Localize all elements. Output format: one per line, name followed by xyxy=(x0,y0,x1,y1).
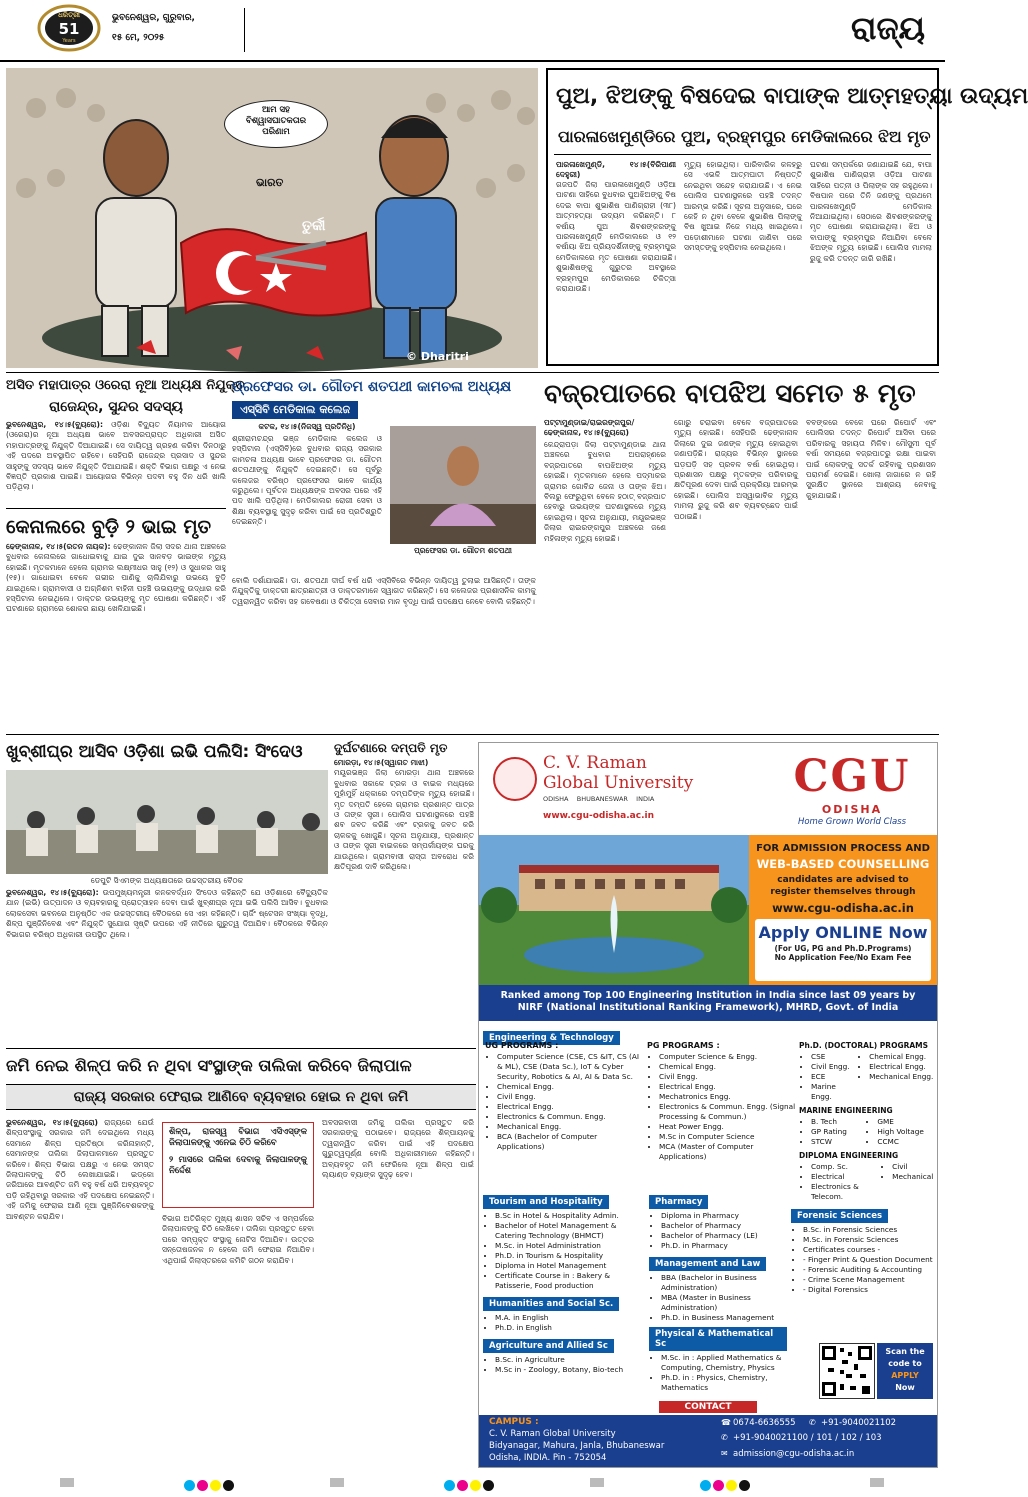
story8-headline: ଜମି ନେଇ ଶିଳ୍ପ କରି ନ ଥିବା ସଂସ୍ଥାଙ୍କ ତାଲିକା କରିବେ ଜିଲାପାଳ xyxy=(6,1056,412,1075)
ranking-strip: Ranked among Top 100 Engineering Institution in India since last 09 years by NIRF (National Institutional Ranking Framework), MHRD, Govt. of India xyxy=(479,985,937,1021)
tourism-item: • M.Sc. in Hotel Administration xyxy=(495,1241,645,1251)
row2-rule xyxy=(6,734,939,735)
ug-list xyxy=(485,1052,645,1152)
doctor-photo-caption: ପ୍ରଫେସର ଡା. ଗୌତମ ଶତପଥୀ xyxy=(414,546,512,555)
reg-yellow xyxy=(726,1480,737,1491)
phone-1[interactable]: 0674-6636555 xyxy=(733,1418,796,1428)
management-item: • Ph.D. in Business Management xyxy=(661,1313,787,1323)
pg-item: • Electronics & Commun. Engg. (Signal Processing & Commun.) xyxy=(659,1102,797,1122)
story8-dateline: ଭୁବନେଶ୍ୱର, ୧୪।୫(ବ୍ୟୁରୋ) xyxy=(6,1118,98,1127)
pharmacy-section xyxy=(649,1189,787,1393)
ad-logo-panel xyxy=(777,751,927,831)
marine-item: • B. Tech xyxy=(811,1117,865,1127)
diploma-title: DIPLOMA ENGINEERING xyxy=(799,1151,899,1160)
phd-programs xyxy=(799,1041,935,1202)
story5-headline: କେନାଲରେ ବୁଡ଼ି ୨ ଭାଇ ମୃତ xyxy=(6,516,212,538)
management-title: Management and Law xyxy=(649,1257,766,1271)
tourism-item: • B.Sc in Hotel & Hospitality Admin. xyxy=(495,1211,645,1221)
ad-adm-3: candidates are advised to xyxy=(777,875,909,885)
anniversary-badge xyxy=(36,4,102,52)
ad-univ-name-1: C. V. Raman xyxy=(543,753,647,773)
story2-body: ଓଡ଼ିଶା ବିଦ୍ୟୁତ ନିୟାମକ ଆୟୋଗ (ଓରେରା)ର ନୂଆ ଅଧ୍ୟକ୍ଷ ଭାବେ ଅବସରପ୍ରାପ୍ତ ଅଧିକାରୀ ଅସିତ ମହାପାତ୍ରଙ୍କୁ ନିଯୁକ୍ତି ଦିଆଯାଇଛି। ସେ ଦାୟିତ୍ୱ ଗ୍ରହଣ କରିବା ଦିନଠାରୁ ଏହି ପଦରେ ଅବସ୍ଥାପିତ ରହିବେ। ସେହିପରି ରାଜେନ୍ଦ୍ର ପ୍ରସାଦ ଓ ସୁନ୍ଦର ସାହୁଙ୍କୁ ସଦସ୍ୟ ଭାବେ ନିଯୁକ୍ତି ଦିଆଯାଇଛି। ଶକ୍ତି ବିଭାଗ ପକ୍ଷରୁ ଏ ନେଇ ବିଜ୍ଞପ୍ତି ପ୍ରକାଶ ପାଇଛି। ଆୟୋଗର ବିଭିନ୍ନ ପଦବୀ ବହୁ ଦିନ ଧରି ଖାଲି ପଡ଼ିଥିଲା। xyxy=(6,420,226,492)
marine-item: • GP Rating xyxy=(811,1127,865,1137)
scan-1: Scan the xyxy=(885,1347,925,1356)
pg-item: • Computer Science & Engg. xyxy=(659,1052,797,1062)
story7-body: ମୟୂରଭଞ୍ଜ ଜିଲା ମୋରଡ଼ା ଥାନା ଅଞ୍ଚଳରେ ବୁଧବାର ସକାଳେ ଟ୍ରକ ଓ ବାଇକ ମଧ୍ୟରେ ମୁହାଁମୁହିଁ ଧକ୍କାରେ ଦମ୍ପତିଙ୍କ ମୃତ୍ୟୁ ହୋଇଛି। ମୃତ ଦମ୍ପତି ହେଲେ ଗ୍ରାମର ପ୍ରଶାନ୍ତ ପାତ୍ର ଓ ତାଙ୍କ ସ୍ତ୍ରୀ। ପୋଲିସ ଘଟଣାସ୍ଥଳରେ ପହଞ୍ଚି ଶବ ଜବତ କରିଛି ଏବଂ ଟ୍ରକକୁ ଜବତ କରି ଚାଳକକୁ ଖୋଜୁଛି। ସୂଚନା ଅନୁଯାୟୀ, ପ୍ରଶାନ୍ତ ଓ ତାଙ୍କ ସ୍ତ୍ରୀ ବାଇକରେ ସମ୍ପର୍କୀୟଙ୍କ ଘରକୁ ଯାଉଥିଲେ। ଗ୍ରାମବାସୀ ରାସ୍ତା ଅବରୋଧ କରି କ୍ଷତିପୂରଣ ଦାବି କରିଥିଲେ। xyxy=(334,768,474,872)
story8-subhead: ରାଜ୍ୟ ସରକାର ଫେରାଇ ଆଣିବେ ବ୍ୟବହାର ହୋଇ ନ ଥିବା ଜମି xyxy=(6,1084,476,1110)
marine-list-b xyxy=(865,1117,935,1147)
doctor-photo xyxy=(390,426,536,544)
diploma-item: • Comp. Sc. xyxy=(811,1162,880,1172)
story7-dateline: ମୋରଡ଼ା, ୧୪।୫(ସ୍ୱାଗତ ମାଝୀ) xyxy=(334,758,429,767)
marine-item: • High Voltage xyxy=(877,1127,935,1137)
phd-list-a xyxy=(799,1052,857,1102)
physical-title: Physical & Mathematical Sc xyxy=(649,1327,787,1351)
phd-item: • Chemical Engg. xyxy=(869,1052,935,1062)
reg-yellow xyxy=(470,1480,481,1491)
reg-yellow xyxy=(210,1480,221,1491)
story2-headline: ଅସିତ ମହାପାତ୍ର ଓରେରା ନୂଆ ଅଧ୍ୟକ୍ଷ ନିଯୁକ୍ତ xyxy=(6,378,245,393)
cartoon-credit: © Dharitri xyxy=(406,350,469,363)
badge-sub: Years xyxy=(62,38,76,44)
phd-list-b xyxy=(857,1052,935,1102)
management-list xyxy=(649,1273,787,1323)
scan-3: APPLY xyxy=(891,1371,919,1380)
grey-patch xyxy=(870,1478,884,1487)
bubble-line-3: ପରିଣାମ xyxy=(262,127,290,137)
phone-3[interactable]: +91-9040021100 / 101 / 102 / 103 xyxy=(733,1433,882,1443)
agriculture-list xyxy=(483,1355,645,1375)
ug-item: • Mechanical Engg. xyxy=(497,1122,645,1132)
pg-item: • Heat Power Engg. xyxy=(659,1122,797,1132)
pharmacy-item: • Ph.D. in Pharmacy xyxy=(661,1241,787,1251)
grey-patch xyxy=(330,1478,344,1487)
physical-item: • Ph.D. in : Physics, Chemistry, Mathematics xyxy=(661,1373,787,1393)
eng-title: Engineering & Technology xyxy=(483,1031,620,1045)
admission-panel xyxy=(749,835,937,985)
tourism-title: Tourism and Hospitality xyxy=(483,1195,609,1209)
forensic-item: • - Forensic Auditing & Accounting xyxy=(803,1265,935,1275)
apply-box xyxy=(755,919,931,981)
phone-2[interactable]: +91-9040021102 xyxy=(821,1418,897,1428)
phd-title: Ph.D. (DOCTORAL) PROGRAMS xyxy=(799,1041,929,1050)
story4-headline: ବଜ୍ରପାତରେ ବାପଝିଅ ସମେତ ୫ ମୃତ xyxy=(544,379,916,409)
apply-online-button[interactable]: Apply ONLINE Now xyxy=(758,923,928,942)
forensic-item: • B.Sc. in Forensic Sciences xyxy=(803,1225,935,1235)
grey-patch xyxy=(590,1478,604,1487)
story3-headline: ପ୍ରଫେସର ଡା. ଗୌତମ ଶତପଥୀ କାମଚଳା ଅଧ୍ୟକ୍ଷ xyxy=(232,379,512,395)
story8-col2: ବିଭାଗ ଅତିରିକ୍ତ ମୁଖ୍ୟ ଶାସନ ସଚିବ ଏ ସମ୍ପର୍କରେ ଜିଲାପାଳଙ୍କୁ ଚିଠି ଲେଖିବେ। ତାଲିକା ପ୍ରସ୍ତୁତ ହେବା ପରେ ସମ୍ପୃକ୍ତ ସଂସ୍ଥାକୁ ନୋଟିସ ଦିଆଯିବ। ଉତ୍ତର ସନ୍ତୋଷଜନକ ନ ହେଲେ ଜମି ଫେରାଇ ନିଆଯିବ। ଏଥିପାଇଁ ଜିଲାସ୍ତରରେ କମିଟି ଗଠନ କରାଯିବ। xyxy=(162,1214,314,1265)
ad-adm-url[interactable]: www.cgu-odisha.ac.in xyxy=(772,901,914,915)
ug-title: UG PROGRAMS : xyxy=(485,1041,559,1050)
ug-item: • Electronics & Commun. Engg. xyxy=(497,1112,645,1122)
ad-header xyxy=(479,743,937,835)
humanities-title: Humanities and Social Sc. xyxy=(483,1297,619,1311)
forensic-section xyxy=(791,1203,935,1295)
management-item: • BBA (Bachelor in Business Administration) xyxy=(661,1273,787,1293)
meeting-photo-caption: ଡେପୁଟି ସିଏମଙ୍କ ଅଧ୍ୟକ୍ଷତାରେ ଉଚ୍ଚସ୍ତରୀୟ ବୈଠକ xyxy=(90,876,244,885)
forensic-title: Forensic Sciences xyxy=(791,1209,888,1223)
whatsapp-icon: ✆ xyxy=(809,1418,816,1427)
pg-item: • Civil Engg. xyxy=(659,1072,797,1082)
diploma-list-b xyxy=(880,1162,935,1202)
contact-bar xyxy=(479,1415,937,1467)
ad-univ-tag: ODISHA BHUBANESWAR INDIA xyxy=(543,795,655,803)
phd-item: • Marine Engg. xyxy=(811,1082,857,1102)
contact-title: CONTACT xyxy=(659,1401,757,1413)
story4-dateline: ପଟ୍ଟାମୁଣ୍ଡାଇ/ରାଇରଙ୍ଗପୁର/ଢେଙ୍କାନାଳ, ୧୪।୫(ବ୍ୟୁରୋ) xyxy=(544,418,635,438)
diploma-item: • Electrical xyxy=(811,1172,880,1182)
phd-item: • Electrical Engg. xyxy=(869,1062,935,1072)
story-lightning xyxy=(544,376,939,730)
campus-title: CAMPUS : xyxy=(489,1417,539,1427)
story8-col1-wrap xyxy=(6,1118,154,1468)
story8-highlight-box xyxy=(162,1122,314,1208)
scan-4: Now xyxy=(895,1383,915,1392)
bubble-line-2: ବିଶ୍ୱାସଘାତକତାର xyxy=(245,116,307,126)
masthead-dateline: ଭୁବନେଶ୍ୱର, ଗୁରୁବାର, xyxy=(112,13,195,23)
story5-body-wrap xyxy=(6,542,226,722)
ug-item: • Civil Engg. xyxy=(497,1092,645,1102)
pg-item: • Mechatronics Engg. xyxy=(659,1092,797,1102)
reg-black xyxy=(483,1480,494,1491)
email[interactable]: admission@cgu-odisha.ac.in xyxy=(733,1449,855,1459)
story8-col3: ଅବସରବାସୀ ଜମିକୁ ତାଲିକା ପ୍ରସ୍ତୁତ କରି ସରକାରଙ୍କୁ ପଠାଇବେ। ରାଜ୍ୟରେ ଶିଳ୍ପାୟନକୁ ତ୍ୱରାନ୍ୱିତ କରିବା ପାଇଁ ଏହି ପଦକ୍ଷେପ ଗୁରୁତ୍ୱପୂର୍ଣ୍ଣ ବୋଲି ଅଧିକାରୀମାନେ କହିଛନ୍ତି। ଅବ୍ୟବହୃତ ଜମି ଫେରିଲେ ନୂଆ ଶିଳ୍ପ ପାଇଁ ଲ୍ୟାଣ୍ଡ ବ୍ୟାଙ୍କ ସୁଦୃଢ଼ ହେବ। xyxy=(322,1118,474,1180)
campus-photo xyxy=(479,835,749,985)
pg-programs xyxy=(647,1041,797,1162)
forensic-item: • - Digital Forensics xyxy=(803,1285,935,1295)
tourism-list xyxy=(483,1211,645,1291)
story-scb-principal xyxy=(232,376,538,730)
cgu-advertisement xyxy=(478,742,938,1468)
agriculture-title: Agriculture and Allied Sc xyxy=(483,1339,614,1353)
story-canal-drowning xyxy=(6,508,226,730)
tourism-item: • Certificate Course in : Bakery & Patisserie, Food production xyxy=(495,1271,645,1291)
reg-cyan xyxy=(700,1480,711,1491)
ug-item: • Computer Science (CSE, CS &IT, CS (AI & ML), CSE (Data Sc.), IoT & Cyber Security, Robotics & AI, AI & Data Sc. xyxy=(497,1052,645,1082)
reg-magenta xyxy=(457,1480,468,1491)
registration-marks-right xyxy=(700,1476,752,1495)
reg-cyan xyxy=(444,1480,455,1491)
label-india: ଭାରତ xyxy=(256,176,284,189)
story4-col2: ଗୋରୁ ଚରାଇବା ବେଳେ ବଜ୍ରପାତରେ ମୃତ୍ୟୁ ହୋଇଛି। ସେହିପରି ଢେଙ୍କାନାଳ ଜିଲାରେ ଦୁଇ ଜଣଙ୍କ ମୃତ୍ୟୁ ହୋଇଥିବା ଜଣାପଡ଼ିଛି। ରାଜ୍ୟର ବିଭିନ୍ନ ସ୍ଥାନରେ ଘଡ଼ଘଡ଼ି ସହ ପ୍ରବଳ ବର୍ଷା ହୋଇଥିଲା। ପ୍ରଶାସନ ପକ୍ଷରୁ ମୃତକଙ୍କ ପରିବାରକୁ କ୍ଷତିପୂରଣ ଦେବା ପାଇଁ ପ୍ରକ୍ରିୟା ଆରମ୍ଭ ହୋଇଛି। ପୋଲିସ ଅସ୍ୱାଭାବିକ ମୃତ୍ୟୁ ମାମଲା ରୁଜୁ କରି ଶବ ବ୍ୟବଚ୍ଛେଦ ପାଇଁ ପଠାଇଛି। xyxy=(674,418,798,521)
cgu-tagline: Home Grown World Class xyxy=(797,817,907,827)
phd-item: • Civil Engg. xyxy=(811,1062,857,1072)
reg-magenta xyxy=(197,1480,208,1491)
masthead-rule xyxy=(0,60,945,62)
university-seal-icon xyxy=(493,757,537,801)
story8-box-item-1: ଶିଳ୍ପ, ରାଜସ୍ୱ ବିଭାଗ ଏସିଏସ୍‌ଙ୍କ ଜିଲାପାଳଙ୍କୁ ଏନେଇ ଚିଠି କରିବେ xyxy=(169,1127,307,1148)
story3-dateline: କଟକ, ୧୪।୫(ନିଜସ୍ୱ ପ୍ରତିନିଧି) xyxy=(258,422,356,431)
pharmacy-list xyxy=(649,1211,787,1251)
humanities-item: • Ph.D. in English xyxy=(495,1323,645,1333)
forensic-list xyxy=(791,1225,935,1295)
story-couple-accident xyxy=(334,738,474,1044)
cgu-logo-sub: ODISHA xyxy=(821,803,883,816)
ad-univ-name-2: Global University xyxy=(543,773,694,793)
story1-headline: ପୁଅ, ଝିଅଙ୍କୁ ବିଷଦେଇ ବାପାଙ୍କ ଆତ୍ମହତ୍ୟା ଉଦ୍ୟମ xyxy=(556,84,1028,109)
row1-rule xyxy=(6,372,939,373)
qr-code-icon[interactable] xyxy=(819,1343,875,1399)
ug-item: • Electrical Engg. xyxy=(497,1102,645,1112)
story8-col1: ରାଜ୍ୟରେ ଯେଉଁ ଶିଳ୍ପସଂସ୍ଥାକୁ ସରକାର ଜମି ଦେଇଥିଲେ ମଧ୍ୟ ସେମାନେ ଶିଳ୍ପ ପ୍ରତିଷ୍ଠା କରିନାହାନ୍ତି, ସେମାନଙ୍କ ତାଲିକା ଜିଲାପାଳମାନେ ପ୍ରସ୍ତୁତ କରିବେ। ଶିଳ୍ପ ବିଭାଗ ପକ୍ଷରୁ ଏ ନେଇ ସମସ୍ତ ଜିଲାପାଳଙ୍କୁ ଚିଠି ଲେଖାଯାଇଛି। ଇଡ୍‌କୋ ଜରିଆରେ ଆବଣ୍ଟିତ ଜମି ବହୁ ବର୍ଷ ଧରି ଅବ୍ୟବହୃତ ପଡ଼ି ରହିଥିବାରୁ ସରକାର ଏହି ପଦକ୍ଷେପ ନେଇଛନ୍ତି। ଏହି ଜମିକୁ ଫେରାଇ ଆଣି ନୂଆ ପୁଞ୍ଜିନିବେଶକଙ୍କୁ ଆବଣ୍ଟନ କରାଯିବ। xyxy=(6,1118,154,1221)
story5-rule xyxy=(6,508,226,509)
phone-icon: ☎ xyxy=(721,1418,731,1427)
physical-list xyxy=(649,1353,787,1393)
story1-rule xyxy=(554,154,931,155)
registration-marks-left xyxy=(184,1476,236,1495)
pharmacy-item: • Bachelor of Pharmacy (LE) xyxy=(661,1231,787,1241)
story8-box-item-2: ୨ ମାସରେ ତାଲିକା ଦେବାକୁ ଜିଲାପାଳଙ୍କୁ ନିର୍ଦ୍ଦେଶ xyxy=(169,1155,307,1176)
campus-line-1: C. V. Raman Global University xyxy=(489,1429,616,1439)
ad-adm-4: register themselves through xyxy=(770,887,916,897)
pg-item: • M.Sc in Computer Science xyxy=(659,1132,797,1142)
story-industry-land xyxy=(6,1052,476,1470)
ad-adm-2: WEB-BASED COUNSELLING xyxy=(756,857,930,871)
story1-col1: ଗଜପତି ଜିଲା ପାରଳାଖେମୁଣ୍ଡି ଓଡ଼ିଆ ପାଟଣା ସାହିରେ ବୁଧବାର ପୁଅଝିଅଙ୍କୁ ବିଷ ଦେଇ ବାପା ଶୁଭାଶିଷ ପାଣିଗ୍ରାହୀ (୩୮) ଆତ୍ମହତ୍ୟା ଉଦ୍ୟମ କରିଛନ୍ତି। ୮ ବର୍ଷୀୟ ପୁଅ ଶିବଶଙ୍କରଙ୍କୁ ପାରଳାଖେମୁଣ୍ଡି ମେଡିକାଲରେ ଓ ୧୨ ବର୍ଷୀୟା ଝିଅ ପ୍ରିୟଦର୍ଶିନୀଙ୍କୁ ବ୍ରହ୍ମପୁର ମେଡିକାଲରେ ମୃତ ଘୋଷଣା କରାଯାଇଛି। ଶୁଭାଶିଷଙ୍କୁ ଗୁରୁତର ଅବସ୍ଥାରେ ବ୍ରହ୍ମପୁର ମେଡିକାଲରେ ଚିକିତ୍ସା କରାଯାଉଛି। xyxy=(556,180,676,294)
reg-black xyxy=(739,1480,750,1491)
forensic-item: • - Crime Scene Management xyxy=(803,1275,935,1285)
badge-number: 51 xyxy=(58,20,80,38)
tourism-item: • Diploma in Hotel Management xyxy=(495,1261,645,1271)
bubble-line-1: ଆମ ସହ xyxy=(261,105,291,115)
ug-item: • Chemical Engg. xyxy=(497,1082,645,1092)
marine-list-a xyxy=(799,1117,865,1147)
story4-col3: ବବଙ୍କରେ ବେଳେ ଘରେ ରିପୋର୍ଟ ଏବଂ ପୋଲିସର ତଦନ୍ତ ରିପୋର୍ଟ ଆସିବା ପରେ ପରିବାରକୁ ସହାୟତା ମିଳିବ। ମୌସୁମୀ ପୂର୍ବ ବର୍ଷା ସମୟରେ ବଜ୍ରପାତରୁ ରକ୍ଷା ପାଇବା ପାଇଁ ଲୋକଙ୍କୁ ସତର୍କ ରହିବାକୁ ପ୍ରଶାସନ ପରାମର୍ଶ ଦେଇଛି। ଖୋଲା ଜାଗାରେ ନ ରହି ସୁରକ୍ଷିତ ସ୍ଥାନରେ ଆଶ୍ରୟ ନେବାକୁ କୁହାଯାଇଛି। xyxy=(806,418,936,500)
scan-2: code to xyxy=(888,1359,922,1368)
pg-list xyxy=(647,1052,797,1162)
pharmacy-item: • Diploma in Pharmacy xyxy=(661,1211,787,1221)
story-orera xyxy=(6,376,245,506)
ug-programs xyxy=(485,1041,645,1152)
humanities-list xyxy=(483,1313,645,1333)
story6-headline: ଖୁବ୍‌ଶୀଘ୍ର ଆସିବ ଓଡ଼ିଶା ଇଭି ପଲିସି: ସିଂଦେଓ xyxy=(6,742,303,762)
grey-patch xyxy=(60,1478,74,1487)
forensic-item: • M.Sc. in Forensic Sciences xyxy=(803,1235,935,1245)
cgu-logo: CGU xyxy=(793,751,911,802)
diploma-item: • Mechanical xyxy=(892,1172,935,1182)
story2-subhead: ରାଜେନ୍ଦ୍ର, ସୁନ୍ଦର ସଦସ୍ୟ xyxy=(49,399,183,415)
marine-item: • STCW xyxy=(811,1137,865,1147)
story1-col2: ମୃତ୍ୟୁ ହୋଇଥିଲା। ପାରିବାରିକ କଳହରୁ ସେ ଏଭଳି ଆତ୍ମଘାତୀ ନିଷ୍ପତ୍ତି ନେଇଥିବା ସନ୍ଦେହ କରାଯାଉଛି। ଏ ନେଇ ପୋଲିସ ଘଟଣାସ୍ଥଳରେ ପହଞ୍ଚି ତଦନ୍ତ ଆରମ୍ଭ କରିଛି। ସୂଚନା ଅନୁସାରେ, ଘରେ କେହି ନ ଥିବା ବେଳେ ଶୁଭାଶିଷ ପିଲାଙ୍କୁ ବିଷ ଖୁଆଇ ନିଜେ ମଧ୍ୟ ଖାଇଥିଲେ। ପଡ଼ୋଶୀମାନେ ଘଟଣା ଜାଣିବା ପରେ ସମସ୍ତଙ୍କୁ ହସ୍ପିଟାଲ ନେଇଥିଲେ। xyxy=(684,160,802,253)
story-ev-policy xyxy=(6,738,328,1044)
story5-dateline: ଢେଙ୍କାନାଳ, ୧୪।୫(ରତନ ନାୟକ): xyxy=(6,542,111,551)
diploma-item: • Civil xyxy=(892,1162,935,1172)
forensic-item: • Certificates courses - xyxy=(803,1245,935,1255)
story3-body-2: ବୋଲି ଦର୍ଶାଯାଇଛି। ଡା. ଶତପଥୀ ଦୀର୍ଘ ବର୍ଷ ଧରି ଏସ୍‌ସିବିରେ ବିଭିନ୍ନ ଦାୟିତ୍ୱ ତୁଲାଇ ଆସିଛନ୍ତି। ତାଙ୍କ ନିଯୁକ୍ତିକୁ ଡାକ୍ତରୀ ଛାତ୍ରଛାତ୍ରୀ ଓ ଡାକ୍ତରମାନେ ସ୍ୱାଗତ କରିଛନ୍ତି। ସେ କଲେଜର ପ୍ରଶାସନିକ କାମକୁ ତ୍ୱରାନ୍ୱିତ କରିବା ସହ ଗବେଷଣା ଓ ଚିକିତ୍ସା ସେବାର ମାନ ବୃଦ୍ଧି ପାଇଁ ପଦକ୍ଷେପ ନେବେ ବୋଲି କହିଛନ୍ତି। xyxy=(232,576,536,606)
story1-dateline: ପାରଳାଖେମୁଣ୍ଡି, ୧୪।୫(ବିରିପାଣୀ ଦେହୁରୀ) xyxy=(556,160,676,180)
ad-adm-1: FOR ADMISSION PROCESS AND xyxy=(756,843,930,854)
pharmacy-title: Pharmacy xyxy=(649,1195,708,1209)
ug-item: • BCA (Bachelor of Computer Applications) xyxy=(497,1132,645,1152)
phd-item: • Mechanical Engg. xyxy=(869,1072,935,1082)
forensic-item: • - Finger Print & Question Document xyxy=(803,1255,935,1265)
ad-url-top: www.cgu-odisha.ac.in xyxy=(543,811,654,821)
pg-item: • Chemical Engg. xyxy=(659,1062,797,1072)
diploma-list-a xyxy=(799,1162,880,1202)
pg-title: PG PROGRAMS : xyxy=(647,1041,720,1050)
mobile-icon: ✆ xyxy=(721,1433,728,1442)
apply-sub-1: (For UG, PG and Ph.D.Programs) xyxy=(774,944,912,953)
marine-item: • GME xyxy=(877,1117,935,1127)
scan-panel xyxy=(877,1343,933,1399)
story7-headline: ଦୁର୍ଘଟଣାରେ ଦମ୍ପତି ମୃତ xyxy=(334,741,448,755)
campus-line-2: Bidyanagar, Mahura, Janla, Bhubaneswar xyxy=(489,1441,665,1451)
email-icon: ✉ xyxy=(721,1449,728,1458)
marine-title: MARINE ENGINEERING xyxy=(799,1106,893,1115)
story-suicide-attempt xyxy=(546,68,1028,366)
masthead-date: ୧୫ ମେ, ୨୦୨୫ xyxy=(112,33,165,43)
speech-bubble xyxy=(224,100,328,148)
story2-dateline: ଭୁବନେଶ୍ୱର, ୧୪।୫(ବ୍ୟୁରୋ): xyxy=(6,420,103,429)
reg-cyan xyxy=(184,1480,195,1491)
phd-item: • CSE xyxy=(811,1052,857,1062)
campus-line-3: Odisha, INDIA. Pin - 752054 xyxy=(489,1453,607,1463)
apply-sub-2: No Application Fee/No Exam Fee xyxy=(774,953,912,962)
agriculture-item: • M.Sc in - Zoology, Botany, Bio-tech xyxy=(495,1365,645,1375)
story5-body: ଢେଙ୍କାନାଳ ଜିଲା ସଦର ଥାନା ଅଞ୍ଚଳରେ ବୁଧବାର କେନାଲରେ ଗାଧୋଇବାକୁ ଯାଇ ଦୁଇ ସାନବଡ଼ ଭାଇଙ୍କ ମୃତ୍ୟୁ ହୋଇଛି। ମୃତକମାନେ ହେଲେ ଗ୍ରାମର ଲକ୍ଷ୍ମୀଧର ସାହୁ (୧୨) ଓ ସୁଧାକର ସାହୁ (୧୫)। ଗାଧୋଇବା ବେଳେ ଗଭୀର ପାଣିକୁ ଚାଲିଯିବାରୁ ଉଭୟେ ବୁଡ଼ି ଯାଇଥିଲେ। ଗ୍ରାମବାସୀ ଓ ଅଗ୍ନିଶମ ବାହିନୀ ପହଞ୍ଚି ଉଭୟଙ୍କୁ ଉଦ୍ଧାର କରି ହସ୍ପିଟାଲ ନେଇଥିଲେ। ଡାକ୍ତର ଉଭୟଙ୍କୁ ମୃତ ଘୋଷଣା କରିଛନ୍ତି। ଏହି ଘଟଣାରେ ଗ୍ରାମରେ ଶୋକର ଛାୟା ଖେଳିଯାଇଛି। xyxy=(6,542,226,614)
label-turkey: ତୁର୍କୀ xyxy=(302,218,326,234)
story3-subhead: ଏସ୍‌ସିବି ମେଡିକାଲ କଲେଜ xyxy=(232,401,358,419)
pharmacy-item: • Bachelor of Pharmacy xyxy=(661,1221,787,1231)
story4-col1: କେନ୍ଦ୍ରାପଡ଼ା ଜିଲା ପଟ୍ଟାମୁଣ୍ଡାଇ ଥାନା ଅଞ୍ଚଳରେ ବୁଧବାର ଅପରାହ୍ଣରେ ବଜ୍ରପାତରେ ବାପଝିଅଙ୍କ ମୃତ୍ୟୁ ହୋଇଛି। ମୃତକମାନେ ହେଲେ ପଦ୍ମାକର ଗ୍ରାମର ଗୋବିନ୍ଦ ଜେନା ଓ ତାଙ୍କ ଝିଅ। ବିଲରୁ ଫେରୁଥିବା ବେଳେ ହଠାତ୍ ବଜ୍ରପାତ ହେବାରୁ ଉଭୟଙ୍କ ଘଟଣାସ୍ଥଳରେ ମୃତ୍ୟୁ ହୋଇଥିଲା। ସୂଚନା ଅନୁଯାୟୀ, ମୟୂରଭଞ୍ଜ ଜିଲାର ରାଇରଙ୍ଗପୁର ଅଞ୍ଚଳରେ ଜଣେ ମହିଳାଙ୍କ ମୃତ୍ୟୁ ହୋଇଛି। xyxy=(544,440,666,543)
reg-magenta xyxy=(713,1480,724,1491)
masthead-divider xyxy=(244,8,245,52)
tourism-item: • Ph.D. in Tourism & Hospitality xyxy=(495,1251,645,1261)
phd-item: • ECE xyxy=(811,1072,857,1082)
story3-body: ଶ୍ରୀରାମଚନ୍ଦ୍ର ଭଞ୍ଜ ମେଡିକାଲ କଲେଜ ଓ ହସ୍ପିଟାଲ (ଏସ୍‌ସିବି)ରେ ବୁଧବାର ରାଜ୍ୟ ସରକାର କାମଚଳା ଅଧ୍ୟକ୍ଷ ଭାବେ ପ୍ରଫେସର ଡା. ଗୌତମ ଶତପଥୀଙ୍କୁ ନିଯୁକ୍ତି ଦେଇଛନ୍ତି। ସେ ପୂର୍ବରୁ କଲେଜର ବରିଷ୍ଠ ପ୍ରଫେସର ଭାବେ କାର୍ଯ୍ୟ କରୁଥିଲେ। ପୂର୍ବତନ ଅଧ୍ୟକ୍ଷଙ୍କ ଅବସର ପରେ ଏହି ପଦ ଖାଲି ପଡ଼ିଥିଲା। ମେଡିକାଲର ରୋଗୀ ସେବା ଓ ଶିକ୍ଷା ବ୍ୟବସ୍ଥାକୁ ସୁଦୃଢ଼ କରିବା ପାଇଁ ସେ ପ୍ରତିଶ୍ରୁତି ଦେଇଛନ୍ତି। xyxy=(232,434,382,527)
humanities-item: • M.A. in English xyxy=(495,1313,645,1323)
marine-item: • CCMC xyxy=(877,1137,935,1147)
badge-text: ଧରିତ୍ରୀ xyxy=(58,11,80,19)
pg-item: • MCA (Master of Computer Applications) xyxy=(659,1142,797,1162)
pg-item: • Electrical Engg. xyxy=(659,1082,797,1092)
management-item: • MBA (Master in Business Administration) xyxy=(661,1293,787,1313)
story6-body: ଉପମୁଖ୍ୟମନ୍ତ୍ରୀ କନକବର୍ଦ୍ଧନ ସିଂଦେଓ କହିଛନ୍ତି ଯେ ଓଡ଼ିଶାରେ ବୈଦ୍ୟୁତିକ ଯାନ (ଇଭି) ଉତ୍ପାଦନ ଓ ବ୍ୟବହାରକୁ ପ୍ରୋତ୍ସାହନ ଦେବା ପାଇଁ ଖୁବ୍‌ଶୀଘ୍ର ନୂଆ ଇଭି ପଲିସି ଆସିବ। ବୁଧବାର ଲୋକସେବା ଭବନରେ ଅନୁଷ୍ଠିତ ଏକ ଉଚ୍ଚସ୍ତରୀୟ ବୈଠକରେ ସେ ଏହା କହିଛନ୍ତି। ଚାର୍ଜିଂ ଷ୍ଟେସନ ସଂଖ୍ୟା ବୃଦ୍ଧି, ଶିଳ୍ପ ପୁଞ୍ଜିନିବେଶ ଏବଂ ନିଯୁକ୍ତି ସୁଯୋଗ ସୃଷ୍ଟି ଉପରେ ଏହି ନୀତିରେ ଗୁରୁତ୍ୱ ଦିଆଯିବ। ବୈଠକରେ ବିଭିନ୍ନ ବିଭାଗର ବରିଷ୍ଠ ଅଧିକାରୀ ଉପସ୍ଥିତ ଥିଲେ। xyxy=(6,888,328,939)
story6-body-wrap xyxy=(6,888,328,1040)
diploma-item: • Electronics & Telecom. xyxy=(811,1182,880,1202)
tourism-section xyxy=(483,1189,645,1375)
meeting-photo xyxy=(6,770,328,874)
registration-marks-center xyxy=(444,1476,496,1495)
masthead xyxy=(0,0,945,62)
row3-rule xyxy=(6,1048,476,1049)
cartoon xyxy=(6,68,538,368)
story1-col3: ଘଟଣା ସମ୍ପର୍କରେ ଜଣାଯାଇଛି ଯେ, ବାପା ଶୁଭାଶିଷ ପାଣିଗ୍ରାହୀ ଓଡ଼ିଆ ପାଟଣା ସାହିରେ ପତ୍ନୀ ଓ ପିଲାଙ୍କ ସହ ରହୁଥିଲେ। ବିଷପାନ ପରେ ତିନି ଜଣଙ୍କୁ ପ୍ରଥମେ ପାରଳାଖେମୁଣ୍ଡି ମେଡିକାଲ ନିଆଯାଇଥିଲା। ସେଠାରେ ଶିବଶଙ୍କରଙ୍କୁ ମୃତ ଘୋଷଣା କରାଯାଇଥିଲା। ଝିଅ ଓ ବାପାଙ୍କୁ ବ୍ରହ୍ମପୁର ନିଆଯିବା ବେଳେ ଝିଅଙ୍କ ମୃତ୍ୟୁ ହୋଇଛି। ପୋଲିସ ମାମଲା ରୁଜୁ କରି ତଦନ୍ତ ଜାରି ରଖିଛି। xyxy=(810,160,932,263)
reg-black xyxy=(223,1480,234,1491)
agriculture-item: • B.Sc. in Agriculture xyxy=(495,1355,645,1365)
tourism-item: • Bachelor of Hotel Management & Catering Technology (BHMCT) xyxy=(495,1221,645,1241)
section-title: ରାଜ୍ୟ xyxy=(851,9,925,47)
story1-subhead: ପାରଳାଖେମୁଣ୍ଡିରେ ପୁଅ, ବ୍ରହ୍ମପୁର ମେଡିକାଲରେ ଝିଅ ମୃତ xyxy=(558,127,931,146)
physical-item: • M.Sc. in : Applied Mathematics & Computing, Chemistry, Physics xyxy=(661,1353,787,1373)
story2-body-wrap xyxy=(6,420,226,493)
story6-dateline: ଭୁବନେଶ୍ୱର, ୧୪।୫(ବ୍ୟୁରୋ): xyxy=(6,888,99,897)
